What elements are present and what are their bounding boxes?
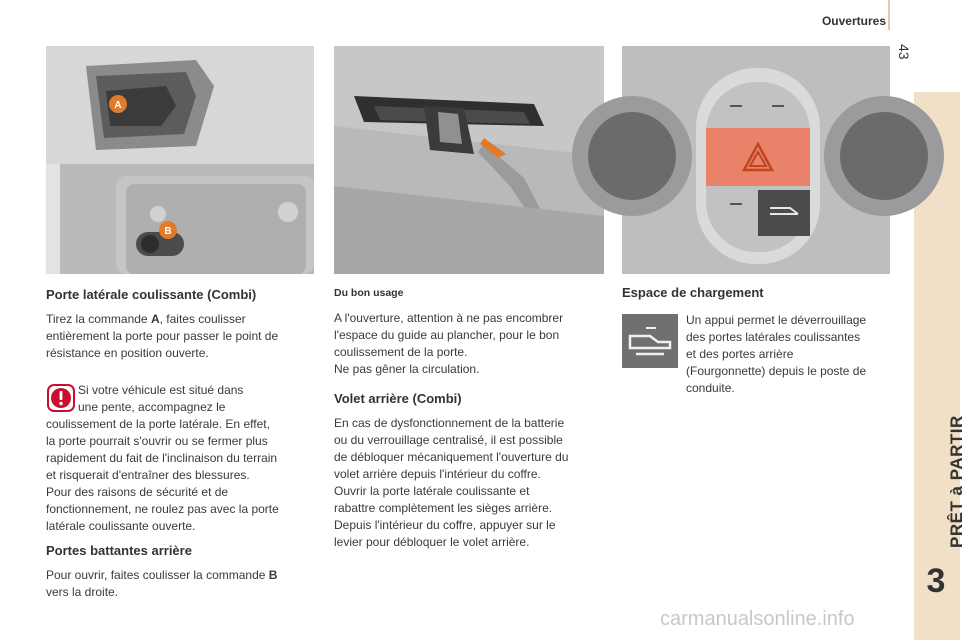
van-unlock-icon xyxy=(622,314,678,368)
heading-good-use: Du bon usage xyxy=(334,287,404,299)
marker-a-label: A xyxy=(114,100,122,111)
page-number: 43 xyxy=(896,44,912,60)
warning-body: coulissement de la porte latérale. En effet, la porte pourrait s'ouvrir ou se fermer plus rapidement du fait de l'inclinaison du terrain et risquerait d'entraîner des blessures. Pour des raisons de sécurité et de fonctionnement, ne roulez pas avec la porte latérale coulissante ouverte. xyxy=(46,417,279,533)
para-rear-doors: Pour ouvrir, faites coulisser la commande B vers la droite. xyxy=(46,568,278,599)
heading-load-space: Espace de chargement xyxy=(622,285,764,300)
warning-icon xyxy=(47,384,75,412)
para-sliding-door: Tirez la commande A, faites coulisser entièrement la porte pour passer le point de résistance en position ouverte. xyxy=(46,312,279,360)
para-tailgate: En cas de dysfonctionnement de la batterie ou du verrouillage centralisé, il est possible de débloquer mécaniquement l'ouverture du volet arrière depuis l'intérieur du coffre. Ouvrir la porte latérale coulissante et rabattre complètement les sièges arrière. Depuis l'intérieur du coffre, appuyer sur le levier pour débloquer le volet arrière. xyxy=(334,416,569,549)
footer-watermark: carmanualsonline.info xyxy=(660,608,855,630)
column-load-space xyxy=(622,284,894,301)
warning-lead: Si votre véhicule est situé dans une pente, accompagnez le xyxy=(78,383,244,414)
heading-sliding-door: Porte latérale coulissante (Combi) xyxy=(46,287,257,302)
column-sliding-door xyxy=(46,286,316,362)
heading-tailgate: Volet arrière (Combi) xyxy=(334,391,462,406)
photo-tailgate-lever xyxy=(334,46,604,274)
header-accent-bar xyxy=(888,0,890,30)
para-load-space: Un appui permet le déverrouillage des portes latérales coulissantes et des portes arrière (Fourgonnette) depuis le poste de conduite. xyxy=(686,313,867,395)
column-tailgate xyxy=(334,285,606,551)
photo-dashboard-switches xyxy=(622,46,890,274)
photo-door-handles xyxy=(46,46,314,274)
column-rear-doors xyxy=(46,542,318,601)
heading-rear-doors: Portes battantes arrière xyxy=(46,543,192,558)
para-good-use: A l'ouverture, attention à ne pas encombrer l'espace du guide au plancher, pour le bon coulissement de la porte. Ne pas gêner la circulation. xyxy=(334,311,564,376)
chapter-title: PRÊT à PARTIR xyxy=(947,415,966,548)
marker-b-label: B xyxy=(164,226,172,237)
section-title: Ouvertures xyxy=(821,14,886,28)
chapter-number: 3 xyxy=(926,562,946,600)
